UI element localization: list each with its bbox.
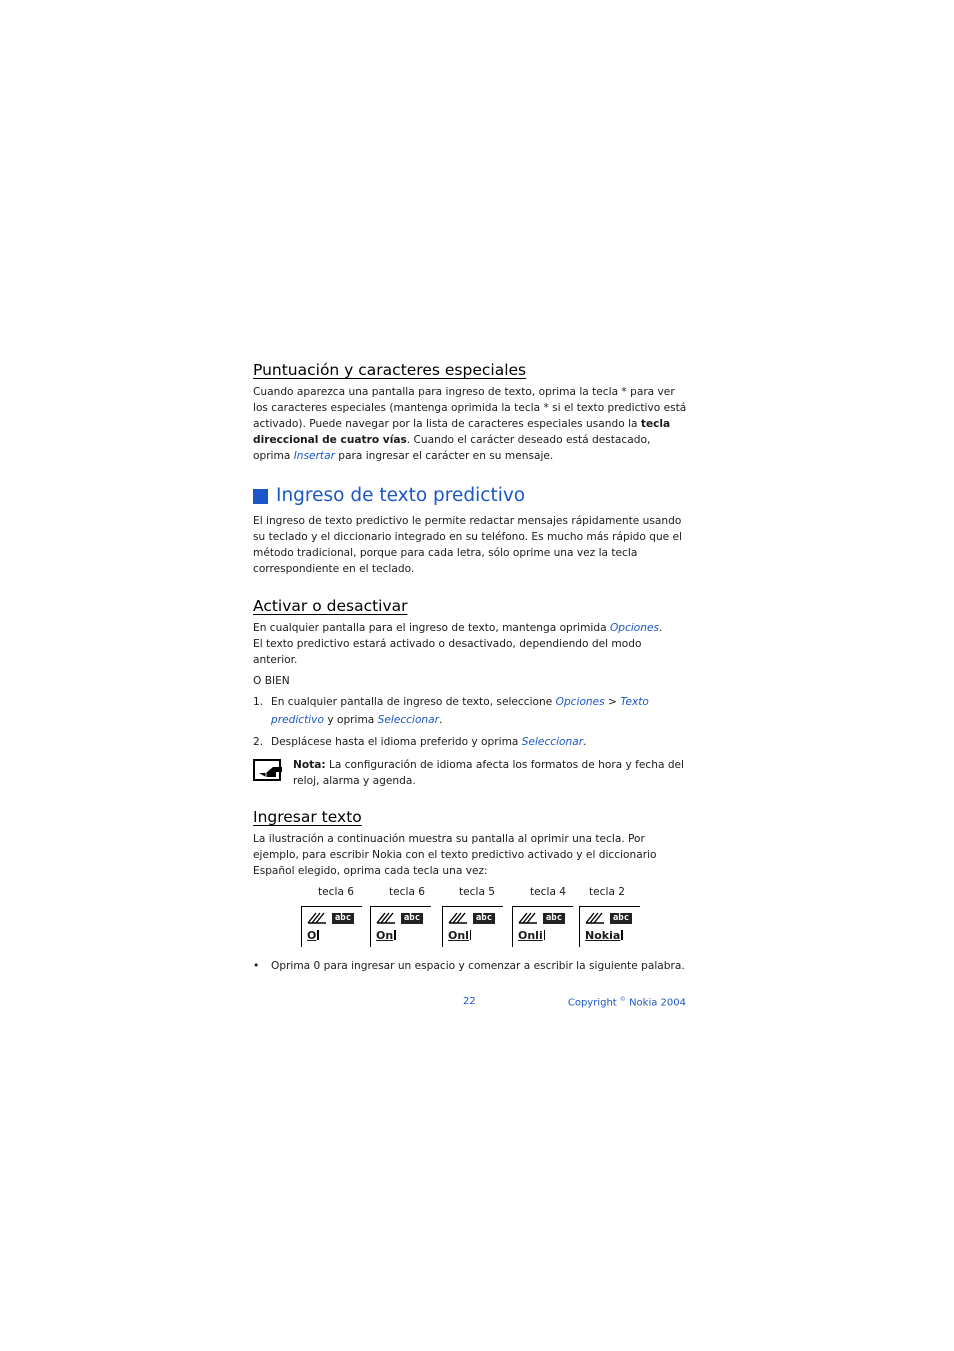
- note-hand-icon: [253, 757, 285, 783]
- heading-enter-text: Ingresar texto: [253, 808, 362, 826]
- key-label: tecla 4: [530, 886, 567, 898]
- phone-screen: [370, 906, 431, 947]
- key-label: tecla 6: [318, 886, 355, 898]
- steps-list: [253, 693, 689, 751]
- step-2: 2. Desplácese hasta el idioma preferido y oprima Seleccionar.: [253, 736, 587, 748]
- pen-indicator-icon: [518, 912, 538, 924]
- abc-mode-badge: abc: [610, 913, 632, 924]
- screen-word: Onl: [448, 929, 471, 943]
- text-cursor: [394, 930, 396, 940]
- or-label: O BIEN: [253, 675, 290, 687]
- page-content: [253, 360, 689, 974]
- copyright-notice: Copyright © Nokia 2004: [567, 996, 686, 1009]
- text-cursor: [470, 930, 472, 940]
- text-cursor: [317, 930, 319, 940]
- key-label: tecla 2: [589, 886, 626, 898]
- heading-predictive: Ingreso de texto predictivo: [253, 484, 689, 508]
- pen-indicator-icon: [585, 912, 605, 924]
- note-text: La configuración de idioma afecta los formatos de hora y fecha del reloj, alarma y agenda.: [293, 759, 685, 787]
- toggle-paragraph-2: El texto predictivo estará activado o desactivado, dependiendo del modo anterior.: [253, 638, 642, 666]
- predictive-paragraph: El ingreso de texto predictivo le permite redactar mensajes rápidamente usando su teclado y el diccionario integrado en su teléfono. Es mucho más rápido que el método tradicional, porque para cada letra, sólo oprime una vez la tecla correspondiente en el teclado.: [253, 515, 683, 575]
- select-link[interactable]: Seleccionar: [521, 736, 584, 748]
- bullet-item: • Oprima 0 para ingresar un espacio y comenzar a escribir la siguiente palabra.: [253, 960, 685, 972]
- phone-screen: [579, 906, 640, 947]
- pen-indicator-icon: [376, 912, 396, 924]
- page-footer: [253, 996, 689, 1012]
- select-link[interactable]: Seleccionar: [377, 714, 439, 726]
- text-cursor: [544, 930, 546, 940]
- heading-toggle: Activar o desactivar: [253, 597, 408, 615]
- pen-indicator-icon: [448, 912, 468, 924]
- four-way-key-term: tecla direccional de cuatro vías: [253, 418, 671, 446]
- note-block: [253, 757, 689, 789]
- options-link[interactable]: Opciones: [555, 696, 605, 708]
- bullet-dot-icon: •: [253, 960, 260, 972]
- note-label: Nota:: [293, 759, 326, 771]
- enter-text-paragraph: La ilustración a continuación muestra su pantalla al oprimir una tecla. Por ejemplo, para escribir Nokia con el texto predictivo activado y el diccionario Español elegido, oprima cada tecla una vez:: [253, 833, 657, 877]
- phone-screen: [512, 906, 573, 947]
- page-number: 22: [463, 996, 476, 1007]
- key-label: tecla 5: [459, 886, 496, 898]
- punctuation-paragraph: Cuando aparezca una pantalla para ingreso de texto, oprima la tecla * para ver los caracteres especiales (mantenga oprimida la tecla * si el texto predictivo está activado). Puede navegar por la lista de caracteres especiales usando la tecla direccional de cuatro vías. Cuando el carácter deseado está destacado, oprima Insertar para ingresar el carácter en su mensaje.: [253, 386, 687, 462]
- predictive-text-link[interactable]: Texto predictivo: [271, 696, 649, 726]
- toggle-paragraph-1: En cualquier pantalla para el ingreso de texto, mantenga oprimida Opciones.: [253, 622, 663, 634]
- abc-mode-badge: abc: [473, 913, 495, 924]
- abc-mode-badge: abc: [332, 913, 354, 924]
- abc-mode-badge: abc: [401, 913, 423, 924]
- screen-word: O: [307, 929, 319, 943]
- phone-screen: [442, 906, 503, 947]
- insert-option-link[interactable]: Insertar: [293, 450, 335, 462]
- screen-word: Nokia: [585, 929, 623, 943]
- text-cursor: [621, 930, 623, 940]
- phone-screen: [301, 906, 362, 947]
- abc-mode-badge: abc: [543, 913, 565, 924]
- key-label: tecla 6: [389, 886, 426, 898]
- step-1: 1. En cualquier pantalla de ingreso de texto, seleccione Opciones > Texto predictivo y oprima Seleccionar.: [253, 696, 649, 726]
- options-link[interactable]: Opciones: [609, 622, 660, 634]
- pen-indicator-icon: [307, 912, 327, 924]
- screen-word: On: [376, 929, 396, 943]
- section-square-icon: [253, 489, 268, 504]
- screen-word: Onli: [518, 929, 545, 943]
- heading-punctuation: Puntuación y caracteres especiales: [253, 361, 527, 379]
- phone-screens-row: [253, 906, 689, 948]
- key-labels-row: [253, 884, 689, 904]
